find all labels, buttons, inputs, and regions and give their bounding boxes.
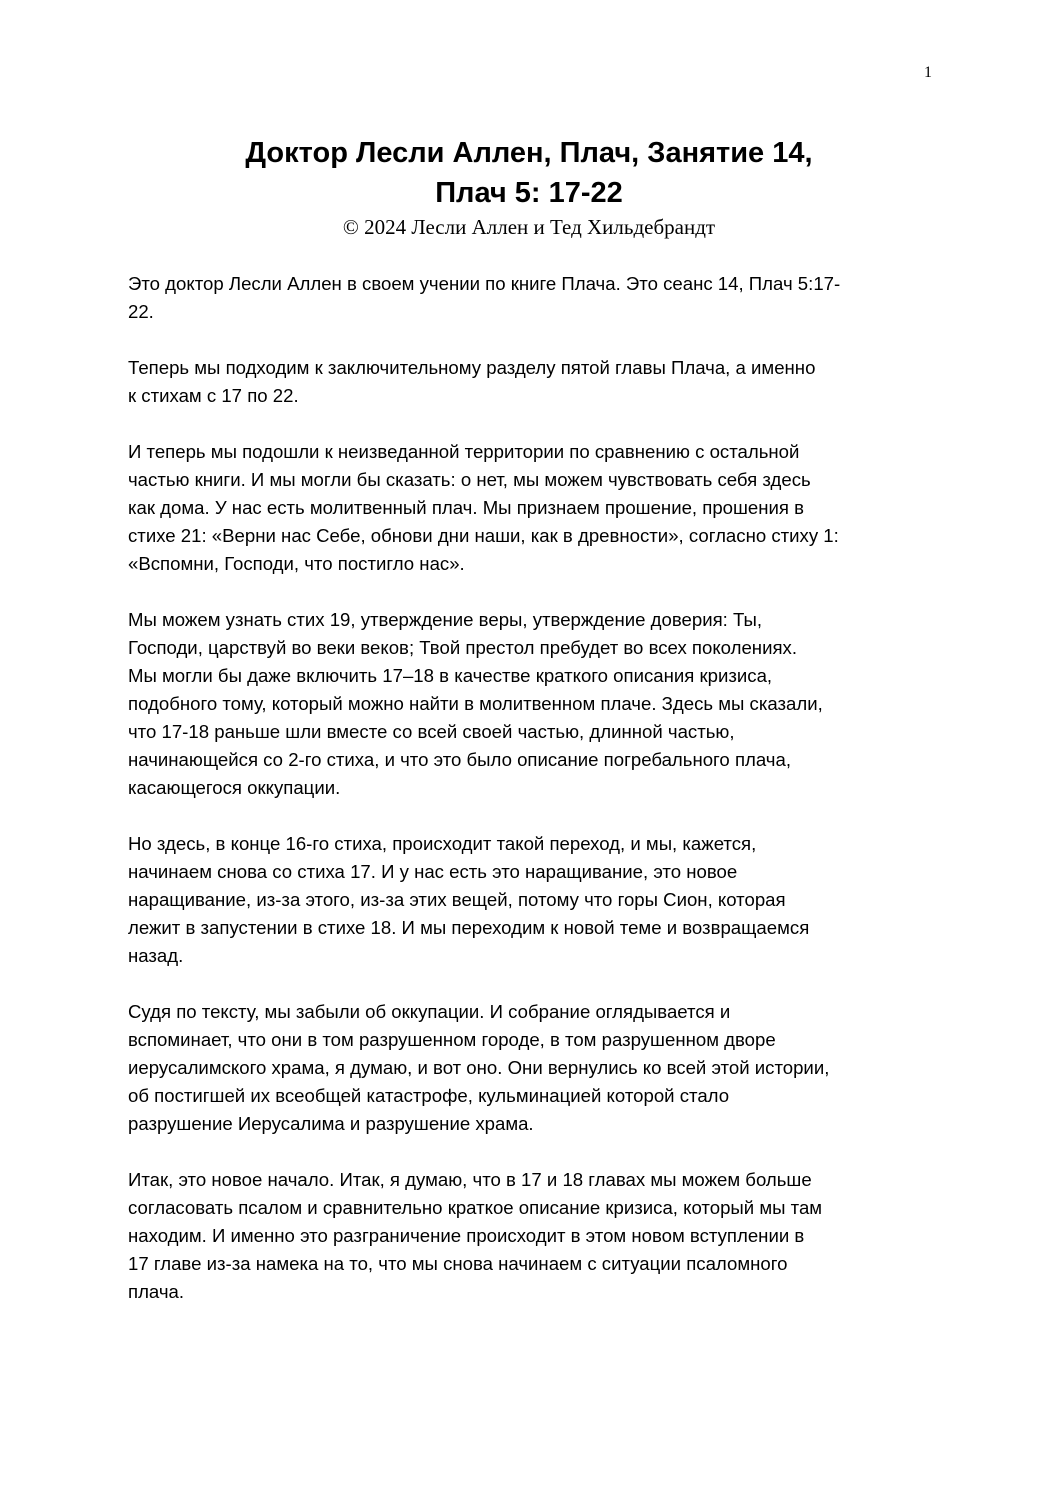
- document-body: [128, 270, 938, 1334]
- paragraph: Теперь мы подходим к заключительному разделу пятой главы Плача, а именно к стихам с 17 по 22.: [128, 357, 816, 406]
- document-title-line-1: Доктор Лесли Аллен, Плач, Занятие 14,: [245, 137, 813, 169]
- title-block: [0, 133, 1058, 242]
- document-title-line-2: Плач 5: 17-22: [435, 177, 623, 209]
- copyright-notice: © 2024 Лесли Аллен и Тед Хильдебрандт: [342, 215, 716, 239]
- page-number: 1: [924, 64, 932, 81]
- paragraph: Мы можем узнать стих 19, утверждение веры, утверждение доверия: Ты, Господи, царствуй во веки веков; Твой престол пребудет во всех поколениях. Мы могли бы даже включить 17–18 в качестве краткого описания кризиса, подобного тому, который можно найти в молитвенном плаче. Здесь мы сказали, что 17-18 раньше шли вместе со всей своей частью, длинной частью, начинающейся со 2-го стиха, и что это было описание погребального плача, касающегося оккупации.: [128, 609, 823, 798]
- paragraph: Но здесь, в конце 16-го стиха, происходит такой переход, и мы, кажется, начинаем снова со стиха 17. И у нас есть это наращивание, это новое наращивание, из-за этого, из-за этих вещей, потому что горы Сион, которая лежит в запустении в стихе 18. И мы переходим к новой теме и возвращаемся назад.: [128, 833, 810, 966]
- paragraph: Это доктор Лесли Аллен в своем учении по книге Плача. Это сеанс 14, Плач 5:17- 22.: [128, 273, 841, 322]
- paragraph: Итак, это новое начало. Итак, я думаю, что в 17 и 18 главах мы можем больше согласовать псалом и сравнительно краткое описание кризиса, который мы там находим. И именно это разграничение происходит в этом новом вступлении в 17 главе из-за намека на то, что мы снова начинаем с ситуации псаломного плача.: [128, 1169, 823, 1302]
- paragraph: И теперь мы подошли к неизведанной территории по сравнению с остальной частью книги. И мы могли бы сказать: о нет, мы можем чувствовать себя здесь как дома. У нас есть молитвенный плач. Мы признаем прошение, прошения в стихе 21: «Верни нас Себе, обнови дни наши, как в древности», согласно стиху 1: «Вспомни, Господи, что постигло нас».: [128, 441, 839, 574]
- paragraph: Судя по тексту, мы забыли об оккупации. И собрание оглядывается и вспоминает, что они в том разрушенном городе, в том разрушенном дворе иерусалимского храма, я думаю, и вот оно. Они вернулись ко всей этой истории, об постигшей их всеобщей катастрофе, кульминацией которой стало разрушение Иерусалима и разрушение храма.: [128, 1001, 830, 1134]
